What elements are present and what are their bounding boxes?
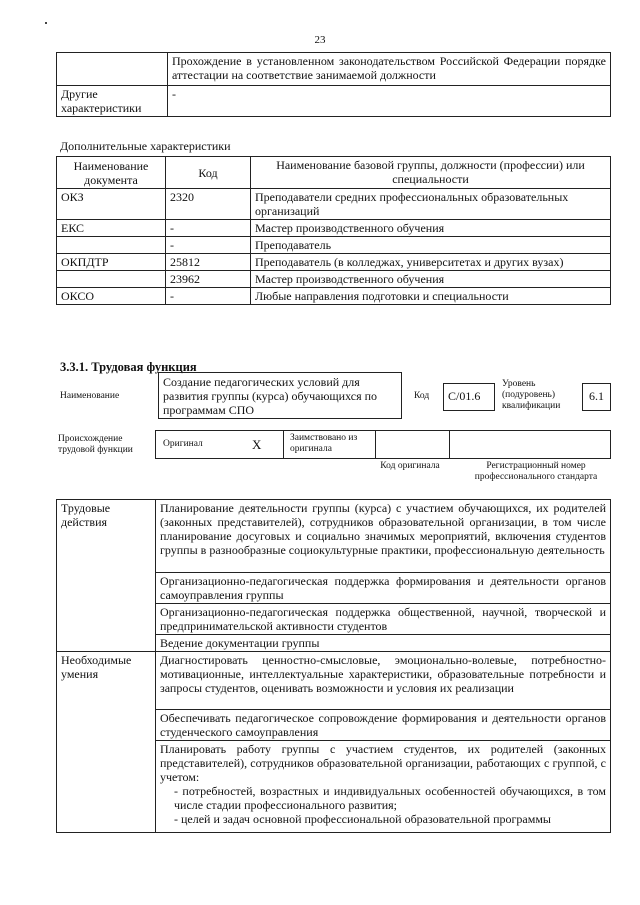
origin-label: Происхождение трудовой функции <box>58 434 133 455</box>
row-doc <box>57 271 166 288</box>
row-name: Преподаватели средних профессиональных образовательных организаций <box>251 189 611 220</box>
row-code: - <box>166 220 251 237</box>
row-code: - <box>166 288 251 305</box>
code-label: Код <box>414 391 430 401</box>
origin-divider <box>283 430 284 459</box>
scan-speck <box>45 22 47 24</box>
skills-label: Необходимые умения <box>57 652 156 833</box>
main-table <box>56 499 611 833</box>
labor-action-item: Ведение документации группы <box>156 635 611 652</box>
row-name: Преподаватель <box>251 237 611 254</box>
origin-box <box>155 430 611 459</box>
additional-table <box>56 156 611 305</box>
row-doc: ОКЗ <box>57 189 166 220</box>
skill-item: Обеспечивать педагогическое сопровождение формирования и деятельности органов студенческого самоуправления <box>156 710 611 741</box>
header-name: Наименование базовой группы, должности (профессии) или специальности <box>251 157 611 189</box>
borrowed-label: Заимствовано из оригинала <box>290 433 358 454</box>
level-box: 6.1 <box>582 383 611 411</box>
row-doc <box>57 237 166 254</box>
row-name: Мастер производственного обучения <box>251 220 611 237</box>
row-code: 25812 <box>166 254 251 271</box>
origin-divider <box>375 430 376 459</box>
labor-action-item: Организационно-педагогическая поддержка общественной, научной, творческой и предпринимательской активности студентов <box>156 604 611 635</box>
labor-actions-label: Трудовые действия <box>57 500 156 652</box>
header-document: Наименование документа <box>57 157 166 189</box>
row-name: Преподаватель (в колледжах, университетах и других вузах) <box>251 254 611 271</box>
top-table <box>56 52 611 117</box>
skill-item <box>156 741 611 833</box>
additional-heading: Дополнительные характеристики <box>60 139 231 153</box>
row-code: 23962 <box>166 271 251 288</box>
row-name: Любые направления подготовки и специальности <box>251 288 611 305</box>
name-label: Наименование <box>60 391 120 401</box>
skill3-intro: Планировать работу группы с участием студентов, их родителей (законных представителей), сотрудников образовательной организации, работающих с группой, с учетом: <box>160 742 606 784</box>
skill3-item2: - целей и задач основной профессиональной образовательной программы <box>174 812 551 826</box>
skill3-item1: - потребностей, возрастных и индивидуальных особенностей обучающихся, в том числе стадии профессионального развития; <box>174 784 606 812</box>
code-original-label: Код оригинала <box>380 461 440 471</box>
header-code: Код <box>166 157 251 189</box>
row-doc: ОКПДТР <box>57 254 166 271</box>
function-name-box: Создание педагогических условий для развития группы (курса) обучающихся по программам СПО <box>158 372 402 419</box>
row-name: Мастер производственного обучения <box>251 271 611 288</box>
original-label: Оригинал <box>163 439 203 449</box>
top-table-row1-text: Прохождение в установленном законодательством Российской Федерации порядке аттестации на соответствие занимаемой должности <box>168 53 611 86</box>
top-table-empty-cell <box>57 53 168 86</box>
row-doc: ОКСО <box>57 288 166 305</box>
other-characteristics-label: Другие характеристики <box>57 86 168 117</box>
other-characteristics-value: - <box>168 86 611 117</box>
code-box: C/01.6 <box>443 383 495 411</box>
labor-action-item: Планирование деятельности группы (курса) с участием обучающихся, их родителей (законных представителей), сотрудников образовательной организации, в том числе планирование досуговых и социально значимых мероприятий, включения студентов группы в разнообразные социокультурные практики, профессиональную деятельность <box>156 500 611 573</box>
row-code: - <box>166 237 251 254</box>
section-title: 3.3.1. Трудовая функция <box>60 360 197 374</box>
skill-item: Диагностировать ценностно-смысловые, эмоционально-волевые, потребностно-мотивационные, интеллектуальные характеристики, образовательные потребности и запросы студентов, оценивать возможности и условия их реализации <box>156 652 611 710</box>
origin-divider <box>449 430 450 459</box>
original-mark: X <box>252 437 262 452</box>
row-code: 2320 <box>166 189 251 220</box>
row-doc: ЕКС <box>57 220 166 237</box>
level-label: Уровень (подуровень) квалификации <box>502 379 561 411</box>
reg-number-label: Регистрационный номер профессионального стандарта <box>474 461 598 482</box>
page-number: 23 <box>314 34 326 46</box>
labor-action-item: Организационно-педагогическая поддержка формирования и деятельности органов самоуправления группы <box>156 573 611 604</box>
